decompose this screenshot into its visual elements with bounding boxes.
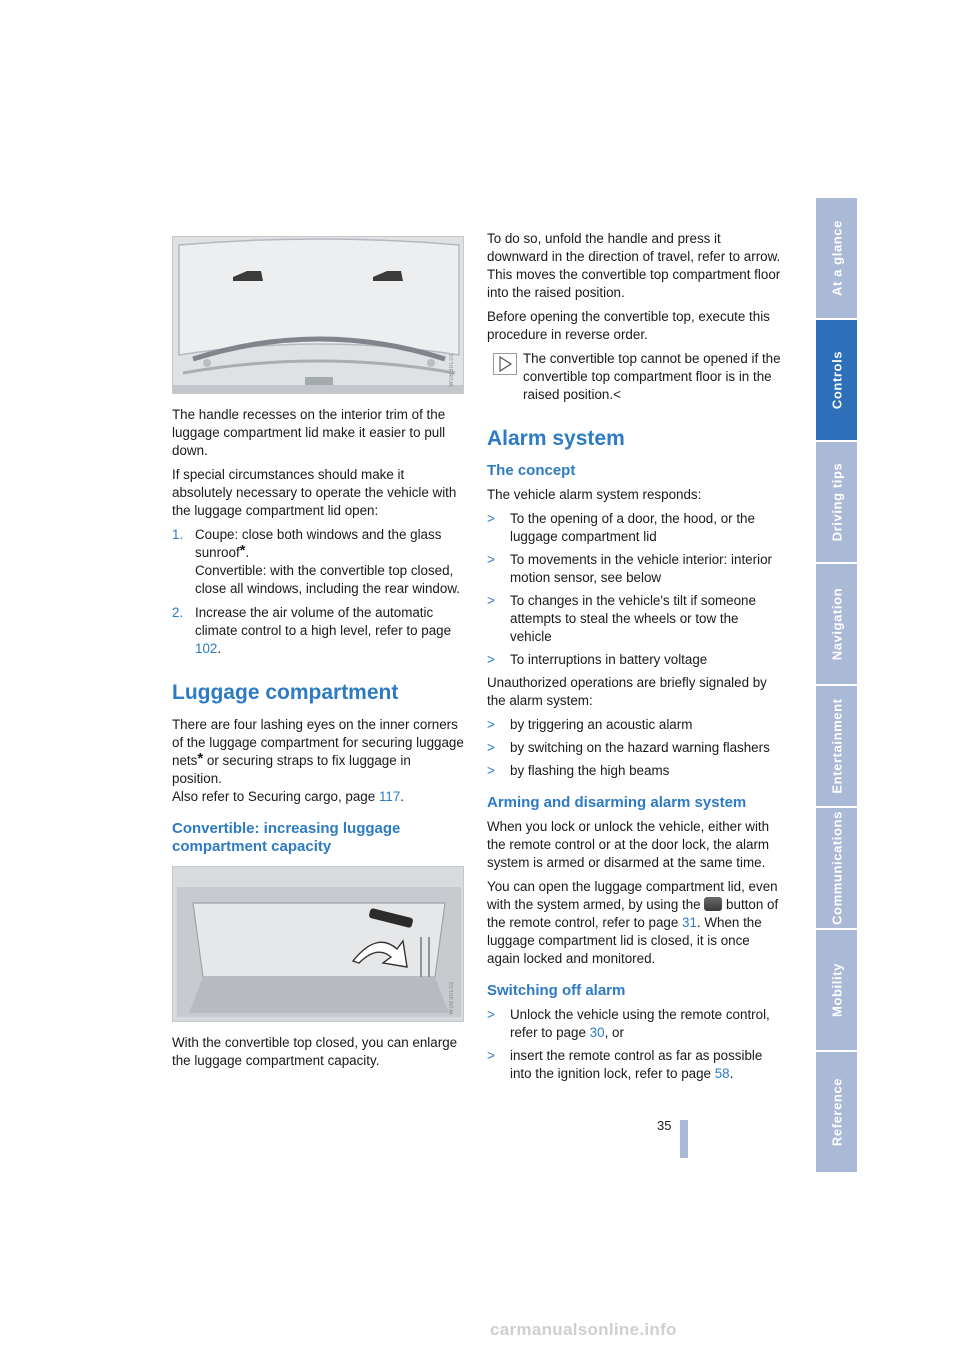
list-item xyxy=(487,592,783,646)
paragraph xyxy=(172,716,464,806)
text: Also refer to Securing cargo, page xyxy=(172,789,379,804)
optional-equipment-star: * xyxy=(197,750,204,767)
list-text: , or xyxy=(604,1025,624,1040)
paragraph: With the convertible top closed, you can enlarge the luggage compartment capacity. xyxy=(172,1035,458,1068)
bullet-mark: > xyxy=(487,763,495,778)
page-marker-bar xyxy=(680,1120,688,1158)
bullet-mark: > xyxy=(487,593,495,608)
paragraph: Unauthorized operations are briefly signaled by the alarm system: xyxy=(487,675,767,708)
tab-label: Communications xyxy=(829,811,844,925)
tab-at-a-glance[interactable] xyxy=(816,198,857,318)
bullet-mark: > xyxy=(487,1007,495,1022)
paragraph: The vehicle alarm system responds: xyxy=(487,487,702,502)
chapter-tabs xyxy=(816,198,857,1174)
caution-note xyxy=(487,350,783,404)
subsection-heading: Switching off alarm xyxy=(487,982,626,999)
section-heading: Alarm system xyxy=(487,427,625,450)
tab-entertainment[interactable] xyxy=(816,686,857,806)
text: You can open the luggage compartment lid, even with the system armed, by using the xyxy=(487,879,778,912)
step-text-end: . xyxy=(217,641,222,656)
list-text: To the opening of a door, the hood, or the luggage compartment lid xyxy=(510,511,755,544)
tab-label: Driving tips xyxy=(829,462,844,542)
page-link[interactable]: 117 xyxy=(378,789,401,804)
page-number: 35 xyxy=(657,1118,672,1133)
tab-navigation[interactable] xyxy=(816,564,857,684)
step-text-end: . xyxy=(245,545,250,560)
bullet-mark: > xyxy=(487,652,495,667)
tab-controls[interactable] xyxy=(816,320,857,440)
figure-code: W0B30L02 xyxy=(449,981,455,1015)
section-heading: Luggage compartment xyxy=(172,681,399,704)
tab-reference[interactable] xyxy=(816,1052,857,1172)
bullet-mark: > xyxy=(487,740,495,755)
step-text: Convertible: with the convertible top closed, close all windows, including the rear window. xyxy=(195,563,460,596)
list-text: . xyxy=(729,1066,734,1081)
list-item xyxy=(172,604,464,658)
text: . xyxy=(400,789,405,804)
luggage-lid-illustration xyxy=(173,237,464,394)
paragraph: Before opening the convertible top, execute this procedure in reverse order. xyxy=(487,309,770,342)
tab-label: Controls xyxy=(829,350,844,410)
text: . When the luggage compartment lid is closed, it is once again locked and monitored. xyxy=(487,915,762,966)
tab-label: Mobility xyxy=(829,963,844,1017)
list-item xyxy=(487,551,783,587)
note-text: The convertible top cannot be opened if the convertible top compartment floor is in the raised position. xyxy=(523,351,781,402)
bullet-mark: > xyxy=(487,717,495,732)
list-text: by switching on the hazard warning flashers xyxy=(510,740,770,755)
page-link[interactable]: 30 xyxy=(589,1025,605,1040)
page-link[interactable]: 102 xyxy=(195,641,218,656)
list-text: Unlock the vehicle using the remote control, refer to page xyxy=(510,1007,770,1040)
tab-label: Navigation xyxy=(829,587,844,661)
bullet-mark: > xyxy=(487,511,495,526)
left-column xyxy=(172,236,464,1076)
bullet-mark: > xyxy=(487,552,495,567)
tab-communications[interactable] xyxy=(816,808,857,928)
step-number: 2. xyxy=(172,605,184,620)
paragraph: If special circumstances should make it absolutely necessary to operate the vehicle with the luggage compartment lid open: xyxy=(172,467,457,518)
paragraph: To do so, unfold the handle and press it downward in the direction of travel, refer to arrow. This moves the convertible top compartment floor into the raised position. xyxy=(487,231,781,300)
luggage-lid-interior-figure xyxy=(172,236,464,394)
caution-triangle-icon xyxy=(493,353,517,375)
subsection-heading: The concept xyxy=(487,462,576,479)
list-text: by flashing the high beams xyxy=(510,763,670,778)
right-column xyxy=(487,230,783,1088)
list-text: To changes in the vehicle's tilt if someone attempts to steal the wheels or tow the vehicle xyxy=(510,593,756,644)
list-item xyxy=(487,739,783,757)
paragraph: When you lock or unlock the vehicle, either with the remote control or at the door lock, the alarm system is armed or disarmed at the same time. xyxy=(487,819,770,870)
tab-label: At a glance xyxy=(829,220,844,296)
trunk-button-icon xyxy=(704,897,722,911)
paragraph: The handle recesses on the interior trim of the luggage compartment lid make it easier to pull down. xyxy=(172,407,446,458)
step-text: Coupe: close both windows and the glass sunroof xyxy=(195,527,442,560)
text: button of the remote control, refer to page xyxy=(487,897,779,930)
list-text: To movements in the vehicle interior: interior motion sensor, see below xyxy=(510,552,772,585)
list-item xyxy=(487,510,783,546)
bullet-mark: > xyxy=(487,1048,495,1063)
list-item xyxy=(487,1006,783,1042)
list-text: insert the remote control as far as possible into the ignition lock, refer to page xyxy=(510,1048,763,1081)
text: or securing straps to fix luggage in position. xyxy=(172,753,411,786)
step-text: Increase the air volume of the automatic climate control to a high level, refer to page xyxy=(195,605,452,638)
text: There are four lashing eyes on the inner corners of the luggage compartment for securing luggage nets xyxy=(172,717,464,768)
tab-mobility[interactable] xyxy=(816,930,857,1050)
convertible-compartment-illustration xyxy=(173,867,464,1022)
optional-equipment-star: * xyxy=(239,542,246,559)
list-text: To interruptions in battery voltage xyxy=(510,652,708,667)
list-item xyxy=(172,526,464,598)
list-item xyxy=(487,716,783,734)
convertible-compartment-figure xyxy=(172,866,464,1022)
list-item xyxy=(487,762,783,780)
tab-driving-tips[interactable] xyxy=(816,442,857,562)
list-item xyxy=(487,1047,783,1083)
figure-code: W0B30L01 xyxy=(449,353,455,387)
note-end-mark: < xyxy=(613,387,621,402)
subsection-heading: Convertible: increasing luggage compartment capacity xyxy=(172,820,401,855)
watermark: carmanualsonline.info xyxy=(490,1320,677,1339)
list-text: by triggering an acoustic alarm xyxy=(510,717,693,732)
subsection-heading: Arming and disarming alarm system xyxy=(487,794,747,811)
paragraph xyxy=(487,878,783,968)
tab-label: Reference xyxy=(829,1077,844,1147)
list-item xyxy=(487,651,783,669)
page-link[interactable]: 31 xyxy=(682,915,697,930)
tab-label: Entertainment xyxy=(829,698,844,794)
step-number: 1. xyxy=(172,527,184,542)
page-link[interactable]: 58 xyxy=(714,1066,730,1081)
